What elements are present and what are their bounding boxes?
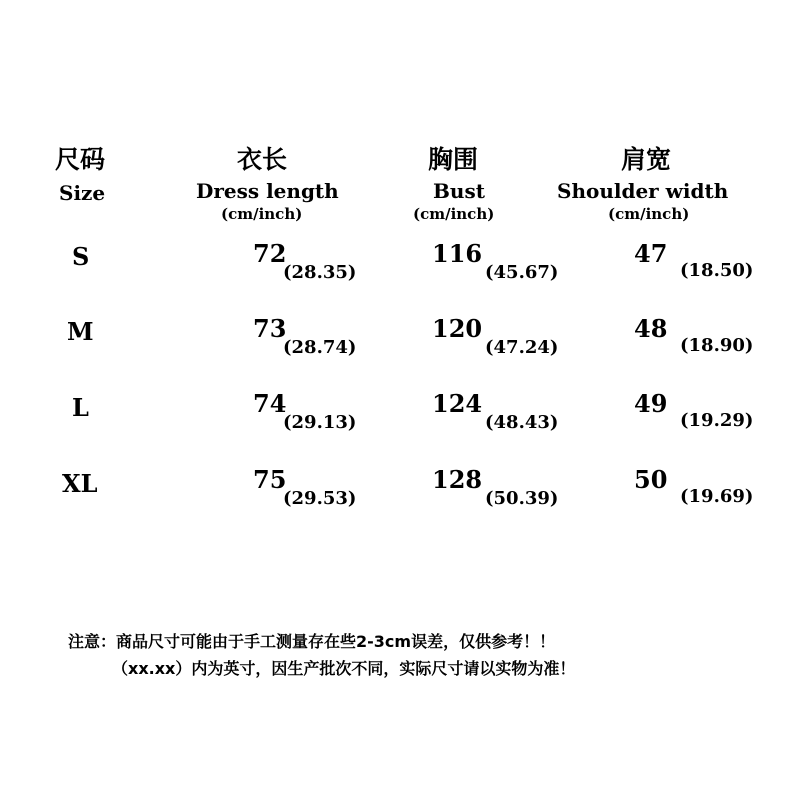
header-size-en: Size [59, 181, 106, 205]
length-cm: 73 [253, 314, 287, 343]
header-shoulder-en: Shoulder width [557, 179, 729, 203]
header-length-en: Dress length [196, 179, 339, 203]
header-shoulder-unit: (cm/inch) [608, 205, 690, 223]
size-label: M [67, 317, 94, 346]
shoulder-cm: 50 [634, 465, 668, 494]
bust-inch: (45.67) [485, 262, 559, 283]
bust-inch: (47.24) [485, 337, 559, 358]
length-cm: 74 [253, 389, 287, 418]
bust-cm: 124 [432, 389, 483, 418]
header-size-cn: 尺码 [55, 145, 106, 174]
bust-inch: (48.43) [485, 412, 559, 433]
header-bust-unit: (cm/inch) [413, 205, 495, 223]
bust-cm: 128 [432, 465, 483, 494]
length-inch: (28.74) [283, 337, 357, 358]
shoulder-cm: 48 [634, 314, 668, 343]
shoulder-inch: (18.50) [680, 260, 754, 281]
header-length-unit: (cm/inch) [221, 205, 303, 223]
header-bust-cn: 胸围 [428, 145, 479, 174]
length-cm: 72 [253, 239, 287, 268]
shoulder-inch: (18.90) [680, 335, 754, 356]
size-label: XL [62, 469, 98, 498]
header-bust-en: Bust [433, 179, 485, 203]
shoulder-cm: 49 [634, 389, 668, 418]
note-line-2: （xx.xx）内为英寸，因生产批次不同，实际尺寸请以实物为准！ [112, 659, 576, 678]
length-inch: (28.35) [283, 262, 357, 283]
bust-inch: (50.39) [485, 488, 559, 509]
size-label: S [72, 242, 90, 271]
shoulder-cm: 47 [634, 239, 668, 268]
bust-cm: 120 [432, 314, 483, 343]
bust-cm: 116 [432, 239, 483, 268]
shoulder-inch: (19.29) [680, 410, 754, 431]
length-cm: 75 [253, 465, 287, 494]
header-length-cn: 衣长 [237, 145, 288, 174]
header-shoulder-cn: 肩宽 [621, 145, 672, 174]
size-label: L [72, 393, 89, 422]
length-inch: (29.13) [283, 412, 357, 433]
note-line-1: 注意：商品尺寸可能由于手工测量存在些2-3cm误差，仅供参考！！ [68, 632, 556, 651]
shoulder-inch: (19.69) [680, 486, 754, 507]
length-inch: (29.53) [283, 488, 357, 509]
